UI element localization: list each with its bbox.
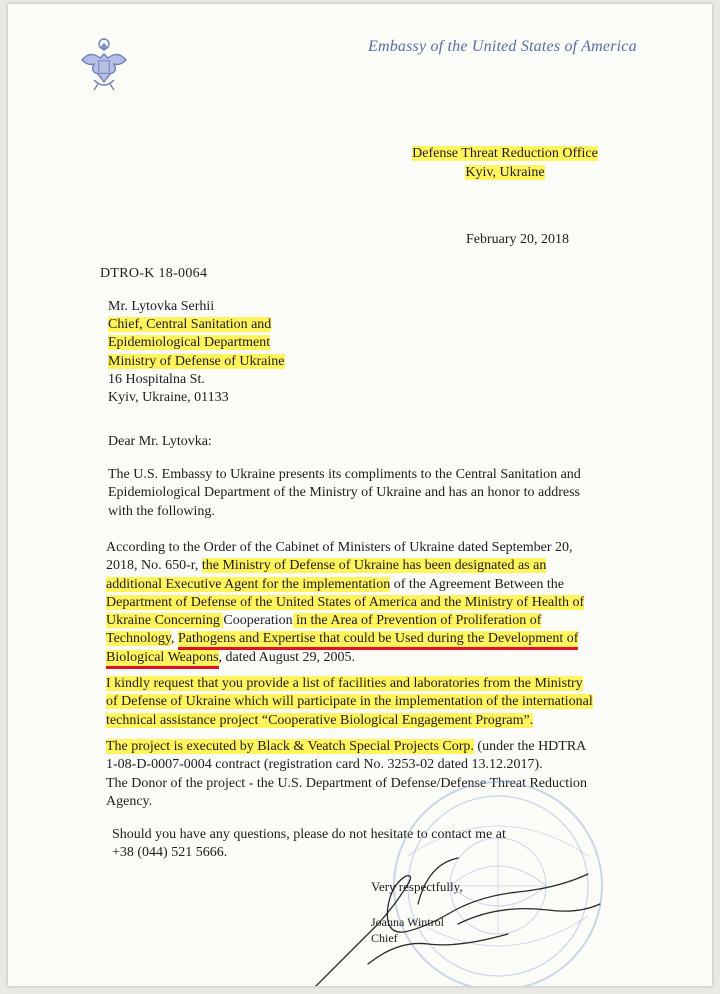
underlined-highlighted-text: Pathogens and Expertise that could be Used during the Development: [178, 631, 563, 650]
recipient-street: 16 Hospitalna St.: [108, 371, 205, 387]
highlighted-text: additional Executive Agent for the implementation: [106, 576, 391, 592]
text-fragment: 2018, No. 650-r,: [106, 558, 202, 574]
recipient-title-line1: Chief, Central Sanitation and: [108, 317, 272, 333]
highlighted-text: of the international: [482, 694, 593, 710]
recipient-address: [108, 298, 285, 407]
text-line: with the following.: [108, 503, 215, 519]
text-line: Agency.: [106, 793, 153, 809]
text-line: According to the Order of the Cabinet of Ministers of Ukraine dated September 20,: [106, 540, 573, 555]
recipient-title-line2: Epidemiological Department: [108, 335, 271, 351]
text-fragment: of the Agreement Between the: [390, 576, 564, 592]
text-fragment: (under the HDTRA: [473, 739, 587, 754]
highlighted-text: Technology: [106, 631, 171, 647]
closing-phrase: Very respectfully,: [371, 879, 463, 894]
highlighted-text: of Defense of Ukraine which will participate in the implementation: [106, 694, 483, 710]
paragraph-introduction: [108, 466, 581, 521]
text-line: 1-08-D-0007-0004 contract (registration card No. 3253-02 dated 13.12.2017).: [106, 757, 543, 773]
text-line: Epidemiological Department of the Ministry of Ukraine and has an honor to address: [108, 485, 580, 501]
signer-name: Joanna Wintrol: [371, 915, 444, 929]
recipient-city: Kyiv, Ukraine, 01133: [108, 390, 229, 406]
highlighted-text: Department of Defense of the United States of America and the Ministry of Health of: [106, 594, 585, 610]
contact-phone: +38 (044) 521 5666.: [112, 845, 228, 861]
text-line: The Donor of the project - the U.S. Department of Defense/Defense Threat Reduction: [106, 775, 588, 791]
highlighted-text: I kindly request that you provide a list of facilities and laboratories: [106, 676, 480, 691]
recipient-name: Mr. Lytovka Serhii: [108, 299, 215, 314]
us-great-seal-icon: [74, 36, 134, 96]
signer-title: Chief: [371, 931, 398, 945]
paragraph-designation: [106, 539, 584, 667]
highlighted-text: Ukraine Concerning: [106, 613, 224, 629]
highlighted-text: the Ministry of Defense of Ukraine has been designated as an: [201, 558, 547, 574]
recipient-organization: Ministry of Defense of Ukraine: [108, 353, 285, 369]
highlighted-text: Biological Engagement: [336, 712, 476, 728]
underlined-highlighted-text: of: [563, 631, 578, 650]
highlighted-text: from the Ministry: [479, 676, 583, 691]
text-fragment: , dated August 29, 2005.: [218, 649, 356, 665]
handwritten-signature-icon: [308, 844, 608, 986]
office-address: [400, 144, 610, 182]
text-fragment: Cooperation: [223, 613, 293, 629]
office-name: Defense Threat Reduction Office: [412, 146, 598, 161]
letter-page: [8, 4, 712, 986]
office-city: Kyiv, Ukraine: [465, 165, 545, 180]
highlighted-text: Program”.: [475, 712, 534, 728]
text-line: The U.S. Embassy to Ukraine presents its compliments to the Central Sanitation and: [108, 467, 581, 482]
reference-number: DTRO-K 18-0064: [100, 266, 208, 281]
text-line: Should you have any questions, please do not hesitate to contact me at: [112, 827, 506, 842]
letterhead-title: Embassy of the United States of America: [368, 38, 637, 55]
highlighted-text: in the Area of Prevention of Proliferation of: [292, 613, 542, 629]
underlined-highlighted-text: Biological Weapons: [106, 650, 219, 669]
letter-date: February 20, 2018: [466, 232, 570, 247]
highlighted-text: technical assistance project “Cooperative: [106, 712, 337, 728]
paragraph-request: [106, 675, 593, 730]
highlighted-text: The project is executed by Black & Veatch Special Projects Corp.: [106, 739, 474, 754]
text-fragment: ,: [170, 631, 178, 647]
salutation: Dear Mr. Lytovka:: [108, 434, 212, 449]
